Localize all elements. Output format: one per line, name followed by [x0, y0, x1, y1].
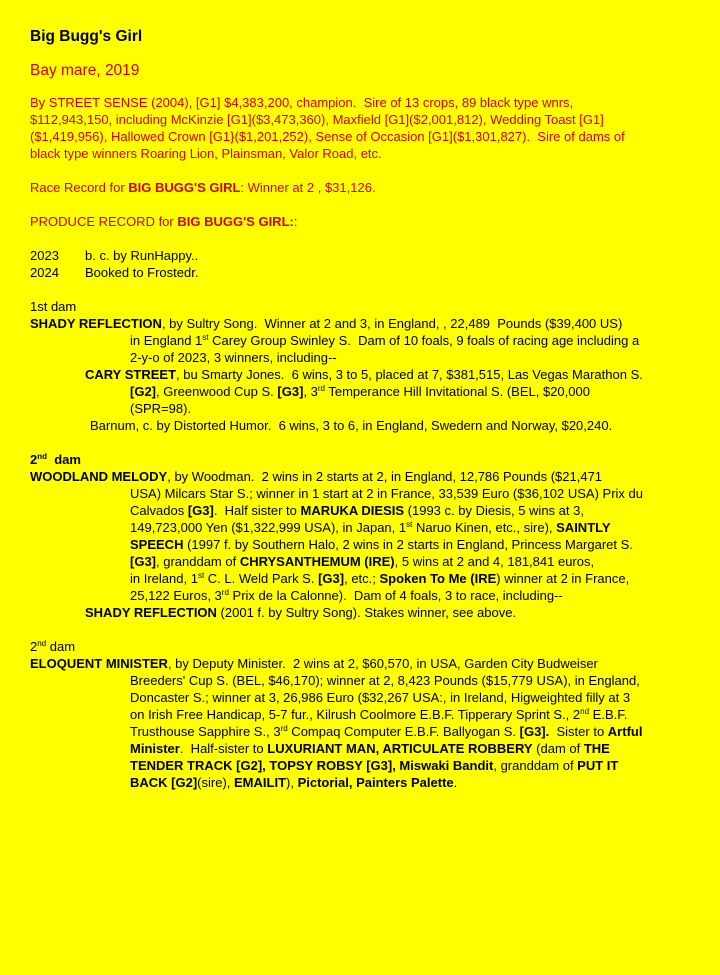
text-run: THE — [583, 741, 610, 756]
text-run: ), — [286, 775, 298, 790]
text-run: [G3] — [318, 571, 345, 586]
text-run: nd — [580, 707, 590, 716]
text-run: CHRYSANTHEMUM (IRE) — [239, 554, 395, 569]
dam-entry-line — [30, 757, 702, 774]
text-run: BACK [G2] — [130, 775, 198, 790]
text-run: (SPR=98). — [130, 401, 192, 416]
dam-entry-line — [30, 502, 702, 519]
dam-entry-line — [30, 553, 702, 570]
text-run: , etc.; — [344, 571, 380, 586]
dam-entry-line — [30, 706, 702, 723]
text-run: USA) Milcars Star S.; winner in 1 start at 2 in France, 33,539 Euro ($36,102 USA) Prix du — [130, 486, 643, 501]
subtitle — [30, 60, 702, 82]
text-run: 2 — [30, 452, 38, 467]
text-run: , 3 — [303, 384, 318, 399]
blank-line — [30, 434, 702, 451]
foal-entry-line — [30, 400, 702, 417]
text-run: CARY STREET — [85, 367, 177, 382]
dam-entry-line — [30, 672, 702, 689]
text-run: [G3] — [130, 554, 156, 569]
text-run: b. c. by RunHappy.. — [85, 248, 199, 263]
text-run: Barnum, c. by Distorted Humor. 6 wins, 3 to 6, in England, Swedern and Norway, $20,240. — [90, 418, 613, 433]
document-body — [30, 26, 702, 791]
text-run: in England 1 — [130, 333, 203, 348]
text-run: Race Record for — [30, 180, 129, 195]
text-run: Naruo Kinen, etc., sire), — [412, 520, 557, 535]
text-run: st — [406, 520, 413, 529]
foal-entry-line — [30, 366, 702, 383]
second-dam-heading — [30, 451, 702, 468]
text-run: , 5 wins at 2 and 4, 181,841 euros, — [394, 554, 595, 569]
produce-entry-2024 — [30, 264, 702, 281]
text-run: Trusthouse Sapphire S., 3 — [130, 724, 281, 739]
text-run: . — [453, 775, 458, 790]
blank-line — [30, 230, 702, 247]
third-dam-heading — [30, 638, 702, 655]
text-run: ) winner at 2 in France, — [496, 571, 630, 586]
text-run: on Irish Free Handicap, 5-7 fur., Kilrush Coolmore E.B.F. Tipperary Sprint S., 2 — [130, 707, 581, 722]
text-run: 1st dam — [30, 299, 77, 314]
text-run: Spoken To Me (IRE — [379, 571, 497, 586]
text-run: WOODLAND MELODY — [30, 469, 168, 484]
produce-record-heading — [30, 213, 702, 230]
page-title — [30, 26, 702, 48]
text-run: black type winners Roaring Lion, Plainsman, Valor Road, etc. — [30, 146, 382, 161]
text-run: , by Sultry Song. Winner at 2 and 3, in England, , 22,489 Pounds ($39,400 US) — [161, 316, 623, 331]
text-run: , granddam of — [493, 758, 578, 773]
text-run: ($1,419,956), Hallowed Crown [G1}($1,201,252), Sense of Occasion [G1]($1,301,827). Sire of dams of — [30, 129, 625, 144]
dam-entry-line — [30, 689, 702, 706]
text-run: nd — [37, 452, 48, 461]
text-run: 2 — [30, 639, 38, 654]
text-run: Carey Group Swinley S. Dam of 10 foals, 9 foals of racing age including a — [208, 333, 640, 348]
text-run: SHADY REFLECTION — [85, 605, 217, 620]
dam-entry-line — [30, 587, 702, 604]
text-run: 2-y-o of 2023, 3 winners, including-- — [130, 350, 337, 365]
text-run: Pictorial, Painters Palette — [297, 775, 454, 790]
text-run: MARUKA DIESIS — [300, 503, 405, 518]
text-run: dam — [47, 452, 81, 467]
blank-line — [30, 621, 702, 638]
text-run: , granddam of — [156, 554, 240, 569]
dam-entry-line — [30, 468, 702, 485]
text-run: rd — [221, 588, 229, 597]
text-run: , by Deputy Minister. 2 wins at 2, $60,570, in USA, Garden City Budweiser — [167, 656, 598, 671]
text-run: [G3]. — [519, 724, 550, 739]
text-run: Big Bugg's Girl — [30, 28, 143, 45]
text-run: Temperance Hill Invitational S. (BEL, $20,000 — [325, 384, 590, 399]
text-run: ELOQUENT MINISTER — [30, 656, 168, 671]
text-run: E.B.F. — [589, 707, 628, 722]
text-run: BIG BUGG'S GIRL — [128, 180, 241, 195]
text-run: Doncaster S.; winner at 3, 26,986 Euro ($32,267 USA:, in Ireland, Higweighted filly at 3 — [130, 690, 631, 705]
text-run: (dam of — [532, 741, 584, 756]
text-run: SAINTLY — [556, 520, 611, 535]
text-run: [G2] — [130, 384, 156, 399]
blank-line — [30, 162, 702, 179]
text-run: 25,122 Euros, 3 — [130, 588, 222, 603]
blank-line — [30, 281, 702, 298]
text-run: nd — [37, 639, 47, 648]
text-run: : — [293, 214, 298, 229]
dam-entry-line — [30, 655, 702, 672]
text-run: Bay mare, 2019 — [30, 62, 140, 79]
text-run: . Half sister to — [213, 503, 301, 518]
text-run: st — [202, 333, 209, 342]
text-run: SHADY REFLECTION — [30, 316, 162, 331]
text-run: Prix de la Calonne). Dam of 4 foals, 3 to race, including-- — [228, 588, 563, 603]
dam-entry-line — [30, 315, 702, 332]
text-run: By STREET SENSE (2004), [G1] $4,383,200, champion. Sire of 13 crops, 89 black type wnrs, — [30, 95, 574, 110]
foal-entry-line — [30, 383, 702, 400]
dam-entry-line — [30, 774, 702, 791]
text-run: LUXURIANT MAN, ARTICULATE ROBBERY — [267, 741, 533, 756]
text-run: C. L. Weld Park S. — [204, 571, 319, 586]
text-run: [G3] — [187, 503, 214, 518]
text-run: Artful — [607, 724, 643, 739]
text-run: EMAILIT — [234, 775, 287, 790]
text-run: PUT IT — [577, 758, 619, 773]
foal-entry-line — [30, 604, 702, 621]
text-run: in Ireland, 1 — [130, 571, 198, 586]
text-run: (1997 f. by Southern Halo, 2 wins in 2 starts in England, Princess Margaret S. — [183, 537, 633, 552]
first-dam-heading — [30, 298, 702, 315]
foal-entry-line — [30, 417, 702, 434]
text-run: rd — [317, 384, 325, 393]
text-run: $112,943,150, including McKinzie [G1]($3,473,360), Maxfield [G1]($2,001,812), Wedding Toast [G1] — [30, 112, 604, 127]
text-run: . Half-sister to — [179, 741, 268, 756]
text-run: Calvados — [130, 503, 188, 518]
sire-paragraph-line — [30, 111, 702, 128]
sire-paragraph-line — [30, 94, 702, 111]
text-run: Booked to Frostedr. — [85, 265, 199, 280]
produce-entry-2023 — [30, 247, 702, 264]
text-run: (2001 f. by Sultry Song). Stakes winner, see above. — [216, 605, 517, 620]
text-run: BIG BUGG'S GIRL: — [177, 214, 294, 229]
text-run: , bu Smarty Jones. 6 wins, 3 to 5, placed at 7, $381,515, Las Vegas Marathon S. — [176, 367, 643, 382]
sire-paragraph-line — [30, 145, 702, 162]
text-run: Breeders' Cup S. (BEL, $46,170); winner at 2, 8,423 Pounds ($15,779 USA), in England, — [130, 673, 640, 688]
dam-entry-line — [30, 740, 702, 757]
text-run: (1993 c. by Diesis, 5 wins at 3, — [404, 503, 584, 518]
race-record-line — [30, 179, 702, 196]
text-run: SPEECH — [130, 537, 184, 552]
text-run: Minister — [130, 741, 180, 756]
text-run: 149,723,000 Yen ($1,322,999 USA), in Japan, 1 — [130, 520, 407, 535]
text-run: , by Woodman. 2 wins in 2 starts at 2, in England, 12,786 Pounds ($21,471 — [167, 469, 603, 484]
text-run: st — [197, 571, 205, 580]
text-run: PRODUCE RECORD for — [30, 214, 178, 229]
text-run: TENDER TRACK [G2], TOPSY ROBSY [G3], Miswaki Bandit — [130, 758, 494, 773]
text-run: 2023 — [30, 248, 59, 263]
dam-entry-line — [30, 332, 702, 349]
dam-entry-line — [30, 519, 702, 536]
text-run: : Winner at 2 , $31,126. — [240, 180, 376, 195]
dam-entry-line — [30, 570, 702, 587]
text-run: , Greenwood Cup S. — [156, 384, 278, 399]
text-run: dam — [46, 639, 76, 654]
dam-entry-line — [30, 349, 702, 366]
text-run: 2024 — [30, 265, 59, 280]
text-run: rd — [280, 724, 288, 733]
dam-entry-line — [30, 536, 702, 553]
dam-entry-line — [30, 485, 702, 502]
text-run: [G3] — [277, 384, 304, 399]
sire-paragraph-line — [30, 128, 702, 145]
text-run: Sister to — [549, 724, 608, 739]
dam-entry-line — [30, 723, 702, 740]
text-run: (sire), — [197, 775, 235, 790]
text-run: Compaq Computer E.B.F. Ballyogan S. — [287, 724, 520, 739]
blank-line — [30, 196, 702, 213]
